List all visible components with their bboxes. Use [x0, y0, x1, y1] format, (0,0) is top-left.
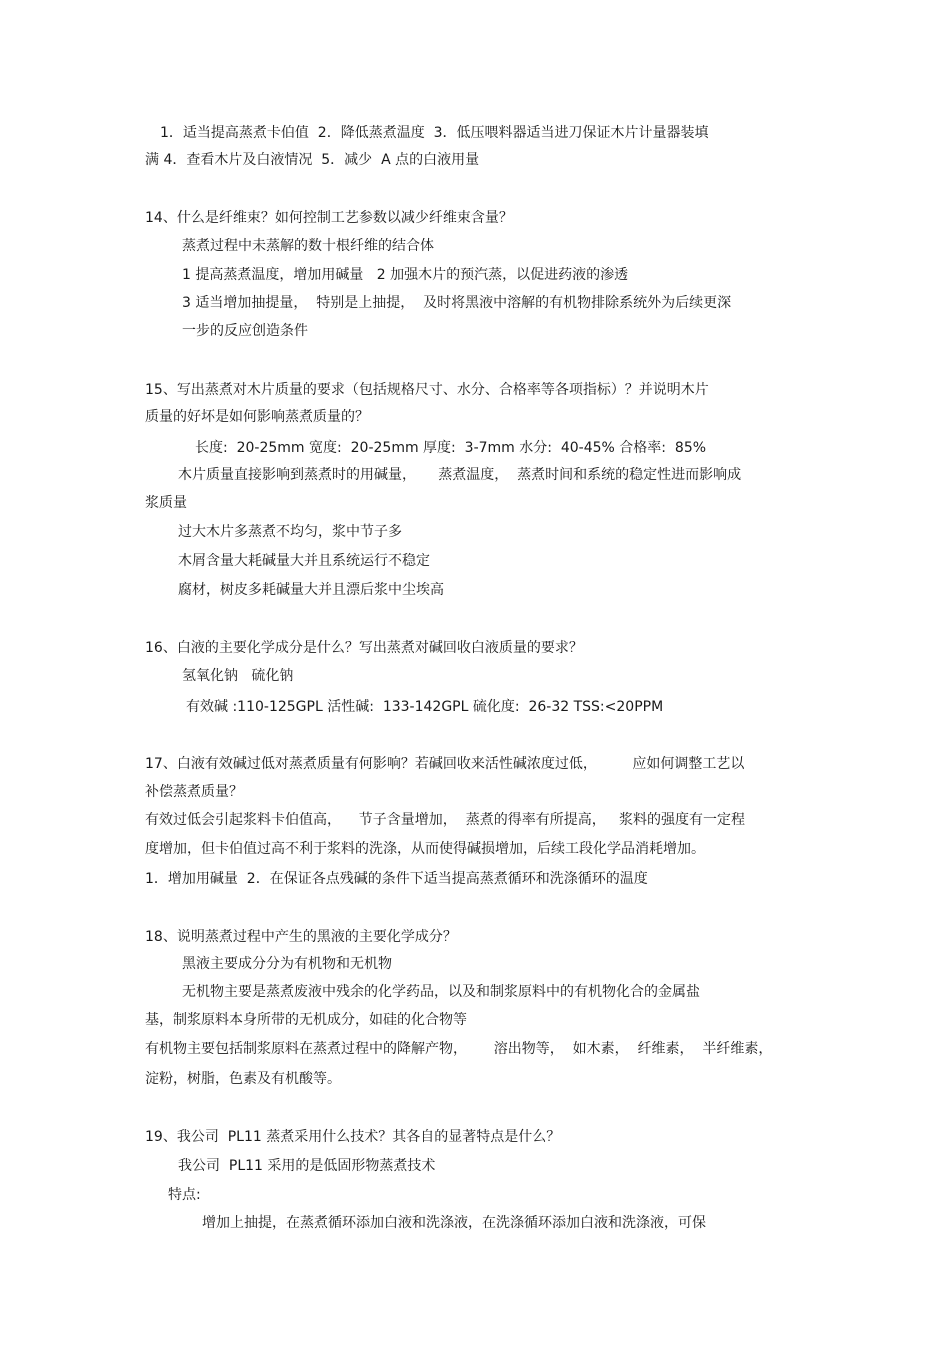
text-line: 有效碱 :110-125GPL 活性碱: 133-142GPL 硫化度: 26-32 TSS:<20PPM — [186, 699, 664, 715]
text-line: 黑液主要成分分为有机物和无机物 — [182, 956, 392, 972]
text-line: 浆质量 — [145, 495, 187, 511]
text-line: 木屑含量大耗碱量大并且系统运行不稳定 — [178, 553, 430, 569]
text-line: 1．增加用碱量 2．在保证各点残碱的条件下适当提高蒸煮循环和洗涤循环的温度 — [145, 871, 648, 887]
question-heading: 16、白液的主要化学成分是什么？写出蒸煮对碱回收白液质量的要求？ — [145, 640, 583, 656]
text-line: 满 4．查看木片及白液情况 5．减少 A 点的白液用量 — [145, 152, 480, 168]
text-line: 基，制浆原料本身所带的无机成分，如硅的化合物等 — [145, 1012, 467, 1028]
question-heading: 补偿蒸煮质量？ — [145, 784, 243, 800]
text-line: 长度: 20-25mm 宽度: 20-25mm 厚度: 3-7mm 水分: 40-45% 合格率: 85% — [195, 440, 707, 456]
text-line: 木片质量直接影响到蒸煮时的用碱量， 蒸煮温度， 蒸煮时间和系统的稳定性进而影响成 — [178, 467, 742, 483]
question-heading: 14、什么是纤维束？如何控制工艺参数以减少纤维束含量？ — [145, 210, 513, 226]
text-line: 过大木片多蒸煮不均匀，浆中节子多 — [178, 524, 402, 540]
text-line: 我公司 PL11 采用的是低固形物蒸煮技术 — [178, 1158, 436, 1174]
text-line: 腐材，树皮多耗碱量大并且漂后浆中尘埃高 — [178, 582, 444, 598]
question-heading: 15、写出蒸煮对木片质量的要求（包括规格尺寸、水分、合格率等各项指标）？并说明木片 — [145, 382, 709, 398]
text-line: 1 提高蒸煮温度，增加用碱量 2 加强木片的预汽蒸，以促进药液的渗透 — [182, 267, 629, 283]
question-heading: 质量的好坏是如何影响蒸煮质量的？ — [145, 409, 369, 425]
text-line: 蒸煮过程中未蒸解的数十根纤维的结合体 — [182, 238, 434, 254]
text-line: 一步的反应创造条件 — [182, 323, 308, 339]
text-line: 无机物主要是蒸煮废液中残余的化学药品，以及和制浆原料中的有机物化合的金属盐 — [182, 984, 700, 1000]
text-line: 淀粉，树脂，色素及有机酸等。 — [145, 1071, 341, 1087]
text-line: 有机物主要包括制浆原料在蒸煮过程中的降解产物， 溶出物等， 如木素， 纤维素， 半纤维素， — [145, 1041, 773, 1057]
text-line: 度增加，但卡伯值过高不利于浆料的洗涤，从而使得碱损增加，后续工段化学品消耗增加。 — [145, 841, 705, 857]
text-line: 3 适当增加抽提量， 特别是上抽提， 及时将黑液中溶解的有机物排除系统外为后续更深 — [182, 295, 732, 311]
text-line: 1．适当提高蒸煮卡伯值 2．降低蒸煮温度 3．低压喂料器适当进刀保证木片计量器装填 — [160, 125, 709, 141]
question-heading: 18、说明蒸煮过程中产生的黑液的主要化学成分？ — [145, 929, 457, 945]
text-line: 特点: — [168, 1187, 201, 1203]
question-heading: 17、白液有效碱过低对蒸煮质量有何影响？若碱回收来活性碱浓度过低， 应如何调整工艺以 — [145, 756, 745, 772]
text-line: 有效过低会引起浆料卡伯值高， 节子含量增加， 蒸煮的得率有所提高， 浆料的强度有一定程 — [145, 812, 746, 828]
question-heading: 19、我公司 PL11 蒸煮采用什么技术？其各自的显著特点是什么？ — [145, 1129, 561, 1145]
text-line: 增加上抽提，在蒸煮循环添加白液和洗涤液，在洗涤循环添加白液和洗涤液，可保 — [202, 1215, 706, 1231]
text-line: 氢氧化钠 硫化钠 — [182, 668, 294, 684]
